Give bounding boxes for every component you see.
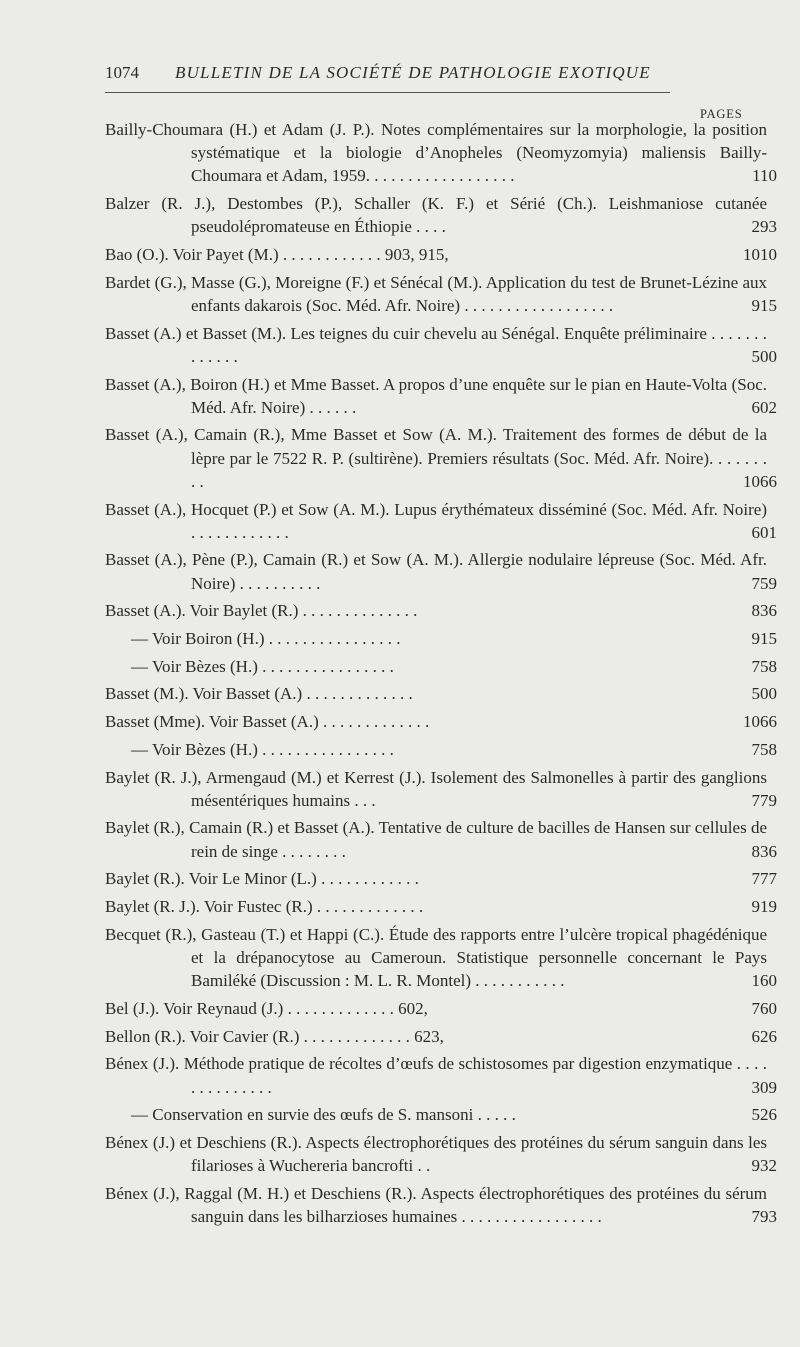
index-entry [105,655,777,678]
entry-page-number: 777 [751,869,777,889]
entry-text: — Conservation en survie des œufs de S. mansoni . . . . . [131,1105,516,1125]
entry-text: Balzer (R. J.), Destombes (P.), Schaller (K. F.) et Sérié (Ch.). Leishmaniose cutanée pseudolépromateuse en Éthiopie . . . . [105,194,767,237]
index-entry [105,548,777,594]
entry-page-number: 760 [751,998,777,1018]
index-entry [105,710,777,733]
index-entry [105,816,777,862]
index-entry [105,1103,777,1126]
header-rule [105,92,670,93]
entry-page-number: 758 [751,656,777,676]
entry-text: Basset (A.). Voir Baylet (R.) . . . . . . . . . . . . . . [105,601,418,621]
index-entry [105,599,777,622]
entry-page-number: 836 [751,841,777,861]
index-entry [105,373,777,419]
entry-page-number: 836 [751,601,777,621]
entry-page-number: 626 [751,1026,777,1046]
entry-text: Basset (A.) et Basset (M.). Les teignes du cuir chevelu au Sénégal. Enquête préliminaire . . . . . . . . . . . . . [105,323,767,366]
entry-text: Bénex (J.), Raggal (M. H.) et Deschiens (R.). Aspects électrophorétiques des protéines du sérum sanguin dans les bilharzioses humaines . . . . . . . . . . . . . . . . . [105,1183,767,1227]
entry-text: Bel (J.). Voir Reynaud (J.) . . . . . . . . . . . . . 602, [105,998,428,1018]
entry-text: — Voir Bèzes (H.) . . . . . . . . . . . . . . . . [131,739,394,759]
page-header [105,60,670,88]
entry-text: Basset (M.). Voir Basset (A.) . . . . . . . . . . . . . [105,684,413,704]
index-list [105,118,777,1233]
index-entry [105,1182,777,1228]
running-title: BULLETIN DE LA SOCIÉTÉ DE PATHOLOGIE EXOTIQUE [175,63,651,82]
entry-text: Basset (A.), Boiron (H.) et Mme Basset. A propos d’une enquête sur le pian en Haute-Volta (Soc. Méd. Afr. Noire) . . . . . . [105,374,767,417]
index-entry [105,322,777,368]
entry-text: Basset (A.), Pène (P.), Camain (R.) et Sow (A. M.). Allergie nodulaire lépreuse (Soc. Méd. Afr. Noire) . . . . . . . . . . [105,550,767,593]
entry-text: Becquet (R.), Gasteau (T.) et Happi (C.). Étude des rapports entre l’ulcère tropical phagédénique et la drépanocytose au Cameroun. Statistique personnelle concernant le Pays Bamiléké (Discussion : M. L. R. Montel) . . . . . . . . . . . [105,924,767,991]
entry-page-number: 932 [751,1156,777,1176]
entry-text: Baylet (R. J.). Voir Fustec (R.) . . . . . . . . . . . . . [105,897,424,917]
index-entry [105,498,777,544]
entry-page-number: 602 [751,397,777,417]
entry-page-number: 793 [751,1207,777,1227]
entry-text: — Voir Boiron (H.) . . . . . . . . . . . . . . . . [131,629,401,649]
entry-text: Basset (A.), Camain (R.), Mme Basset et Sow (A. M.). Traitement des formes de début de la lèpre par le 7522 R. P. (sultirène). Premiers résultats (Soc. Méd. Afr. Noire). . . . . . . . . [105,425,767,491]
entry-page-number: 160 [751,971,777,991]
entry-page-number: 1010 [743,245,777,265]
entry-page-number: 293 [751,217,777,237]
index-entry [105,682,777,705]
entry-text: — Voir Bèzes (H.) . . . . . . . . . . . . . . . . [131,656,394,676]
entry-page-number: 1066 [743,471,777,491]
entry-page-number: 915 [751,629,777,649]
entry-page-number: 919 [751,897,777,917]
index-entry [105,1131,777,1177]
entry-page-number: 758 [751,739,777,759]
index-entry [105,423,777,493]
entry-text: Baylet (R. J.), Armengaud (M.) et Kerrest (J.). Isolement des Salmonelles à partir des ganglions mésentériques humains . . . [105,767,767,810]
entry-text: Baylet (R.), Camain (R.) et Basset (A.). Tentative de culture de bacilles de Hansen sur cellules de rein de singe . . . . . . . . [105,818,767,861]
entry-page-number: 1066 [743,712,777,732]
index-entry [105,627,777,650]
index-entry [105,738,777,761]
entry-page-number: 500 [751,346,777,366]
index-entry [105,118,777,188]
entry-page-number: 309 [751,1077,777,1097]
entry-text: Basset (A.), Hocquet (P.) et Sow (A. M.). Lupus érythémateux disséminé (Soc. Méd. Afr. Noire) . . . . . . . . . . . . [105,499,767,542]
index-entry [105,923,777,993]
entry-page-number: 759 [751,573,777,593]
entry-text: Bardet (G.), Masse (G.), Moreigne (F.) et Sénécal (M.). Application du test de Brunet-Lézine aux enfants dakarois (Soc. Méd. Afr. Noire) . . . . . . . . . . . . . . . . . . [105,272,767,315]
entry-text: Basset (Mme). Voir Basset (A.) . . . . . . . . . . . . . [105,712,430,732]
entry-text: Bao (O.). Voir Payet (M.) . . . . . . . . . . . . 903, 915, [105,245,449,265]
entry-page-number: 500 [751,684,777,704]
index-entry [105,766,777,812]
entry-page-number: 915 [751,295,777,315]
page-number: 1074 [105,63,139,82]
entry-text: Bailly-Choumara (H.) et Adam (J. P.). Notes complémentaires sur la morphologie, la position systématique et la biologie d’Anopheles (Neomyzomyia) maliensis Bailly-Choumara et Adam, 1959. . . . . . . . . . . . . . . . . . [105,120,767,186]
entry-page-number: 779 [751,790,777,810]
entry-page-number: 110 [752,166,777,186]
index-entry [105,271,777,317]
index-entry [105,997,777,1020]
entry-text: Bénex (J.). Méthode pratique de récoltes d’œufs de schistosomes par digestion enzymatique . . . . . . . . . . . . . . [105,1054,767,1097]
index-entry [105,1025,777,1048]
entry-page-number: 526 [751,1105,777,1125]
entry-text: Bellon (R.). Voir Cavier (R.) . . . . . . . . . . . . . 623, [105,1026,444,1046]
index-entry [105,243,777,266]
index-entry [105,192,777,238]
entry-text: Bénex (J.) et Deschiens (R.). Aspects électrophorétiques des protéines du sérum sanguin dans les filarioses à Wuchereria bancrofti . . [105,1132,767,1176]
pages-column-label: PAGES [700,107,743,121]
entry-page-number: 601 [751,522,777,542]
entry-text: Baylet (R.). Voir Le Minor (L.) . . . . . . . . . . . . [105,869,419,889]
index-entry [105,867,777,890]
index-entry [105,1052,777,1098]
index-entry [105,895,777,918]
